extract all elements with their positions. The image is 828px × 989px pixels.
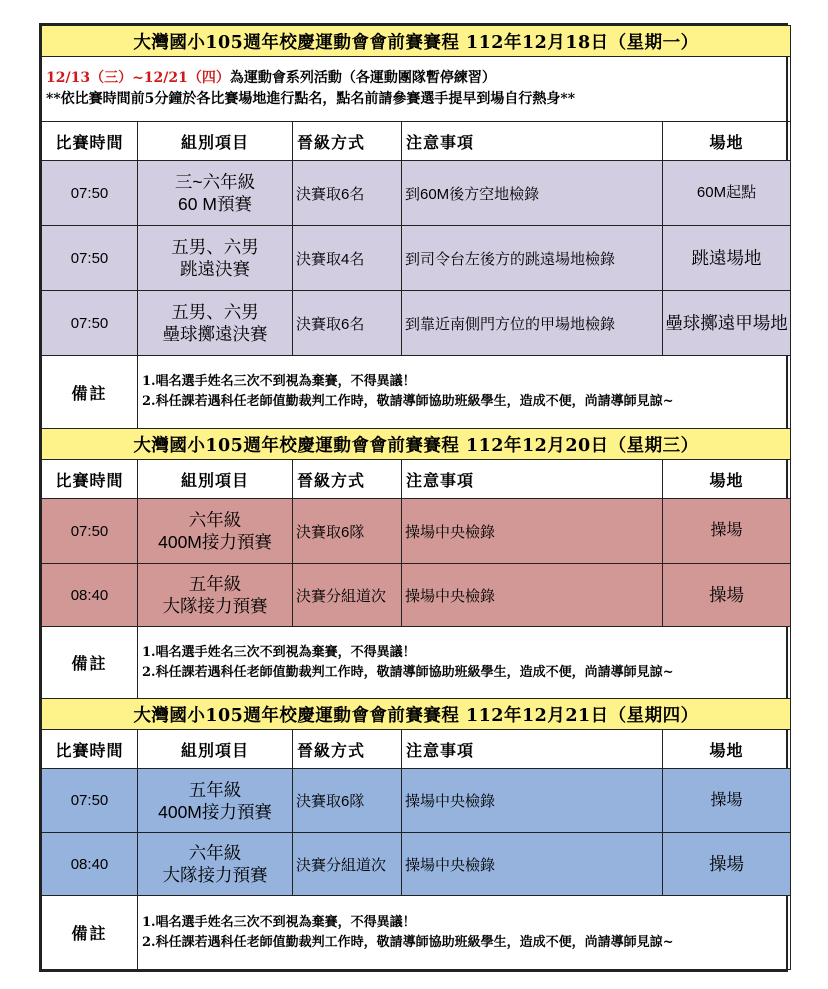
intro-date-range: 12/13（三）~12/21（四）: [46, 70, 230, 86]
header-group: 組別項目: [138, 730, 293, 769]
cell-time: 07:50: [42, 499, 138, 564]
day1-intro: [42, 57, 791, 122]
table-row: [42, 769, 791, 833]
cell-time: 07:50: [42, 226, 138, 291]
cell-notes: 到60M後方空地檢錄: [402, 161, 663, 226]
cell-time: 07:50: [42, 769, 138, 833]
remarks-text: 1.唱名選手姓名三次不到視為棄賽，不得異議！ 2.科任課若遇科任老師值勤裁判工作時，敬請導師協助班級學生，造成不便，尚請導師見諒~: [138, 627, 791, 699]
cell-notes: 到靠近南側門方位的甲場地檢錄: [402, 291, 663, 356]
cell-method: 決賽取6隊: [293, 499, 402, 564]
cell-notes: 操場中央檢錄: [402, 769, 663, 833]
header-notes: 注意事項: [402, 730, 663, 769]
cell-group: 六年級 400M接力預賽: [138, 499, 293, 564]
cell-group: 五年級 400M接力預賽: [138, 769, 293, 833]
header-method: 晉級方式: [293, 460, 402, 499]
header-group: 組別項目: [138, 122, 293, 161]
table-row: [42, 291, 791, 356]
cell-time: 08:40: [42, 833, 138, 896]
day1-title: 大灣國小105週年校慶運動會會前賽賽程 112年12月18日（星期一）: [42, 26, 791, 57]
cell-method: 決賽取4名: [293, 226, 402, 291]
remarks-label: 備註: [42, 627, 138, 699]
header-method: 晉級方式: [293, 122, 402, 161]
day2-title: 大灣國小105週年校慶運動會會前賽賽程 112年12月20日（星期三）: [42, 429, 791, 460]
header-venue: 場地: [663, 730, 791, 769]
header-venue: 場地: [663, 122, 791, 161]
cell-venue: 操場: [663, 499, 791, 564]
remarks-label: 備註: [42, 896, 138, 970]
cell-venue: 操場: [663, 769, 791, 833]
cell-notes: 操場中央檢錄: [402, 499, 663, 564]
cell-group: 五男、六男 跳遠決賽: [138, 226, 293, 291]
day3-remarks-row: [42, 896, 791, 970]
cell-time: 07:50: [42, 291, 138, 356]
cell-time: 07:50: [42, 161, 138, 226]
cell-method: 決賽取6名: [293, 291, 402, 356]
table-row: [42, 161, 791, 226]
header-time: 比賽時間: [42, 122, 138, 161]
day2-remarks-row: [42, 627, 791, 699]
cell-method: 決賽分組道次: [293, 564, 402, 627]
cell-method: 決賽取6名: [293, 161, 402, 226]
header-notes: 注意事項: [402, 122, 663, 161]
cell-time: 08:40: [42, 564, 138, 627]
header-notes: 注意事項: [402, 460, 663, 499]
cell-venue: 60M起點: [663, 161, 791, 226]
cell-venue: 操場: [663, 833, 791, 896]
intro-checkin-note: **依比賽時間前5分鐘於各比賽場地進行點名，點名前請參賽選手提早到場自行熱身**: [46, 91, 576, 107]
schedule-table: [41, 25, 791, 970]
cell-notes: 到司令台左後方的跳遠場地檢錄: [402, 226, 663, 291]
cell-venue: 操場: [663, 564, 791, 627]
day2-header-row: [42, 460, 791, 499]
header-venue: 場地: [663, 460, 791, 499]
cell-method: 決賽分組道次: [293, 833, 402, 896]
header-method: 晉級方式: [293, 730, 402, 769]
cell-group: 三~六年級 60 M預賽: [138, 161, 293, 226]
cell-notes: 操場中央檢錄: [402, 564, 663, 627]
schedule-sheet: [39, 23, 788, 972]
intro-text: 為運動會系列活動（各運動團隊暫停練習）: [229, 70, 496, 86]
cell-group: 五男、六男 壘球擲遠決賽: [138, 291, 293, 356]
table-row: [42, 833, 791, 896]
cell-venue: 跳遠場地: [663, 226, 791, 291]
day3-header-row: [42, 730, 791, 769]
cell-notes: 操場中央檢錄: [402, 833, 663, 896]
day1-remarks-row: [42, 356, 791, 429]
remarks-text: 1.唱名選手姓名三次不到視為棄賽，不得異議！ 2.科任課若遇科任老師值勤裁判工作時，敬請導師協助班級學生，造成不便，尚請導師見諒~: [138, 356, 791, 429]
table-row: [42, 499, 791, 564]
remarks-text: 1.唱名選手姓名三次不到視為棄賽，不得異議！ 2.科任課若遇科任老師值勤裁判工作時，敬請導師協助班級學生，造成不便，尚請導師見諒~: [138, 896, 791, 970]
header-group: 組別項目: [138, 460, 293, 499]
day1-header-row: [42, 122, 791, 161]
remarks-label: 備註: [42, 356, 138, 429]
table-row: [42, 226, 791, 291]
header-time: 比賽時間: [42, 730, 138, 769]
cell-venue: 壘球擲遠甲場地: [663, 291, 791, 356]
cell-group: 五年級 大隊接力預賽: [138, 564, 293, 627]
header-time: 比賽時間: [42, 460, 138, 499]
day3-title: 大灣國小105週年校慶運動會會前賽賽程 112年12月21日（星期四）: [42, 699, 791, 730]
table-row: [42, 564, 791, 627]
cell-method: 決賽取6隊: [293, 769, 402, 833]
cell-group: 六年級 大隊接力預賽: [138, 833, 293, 896]
